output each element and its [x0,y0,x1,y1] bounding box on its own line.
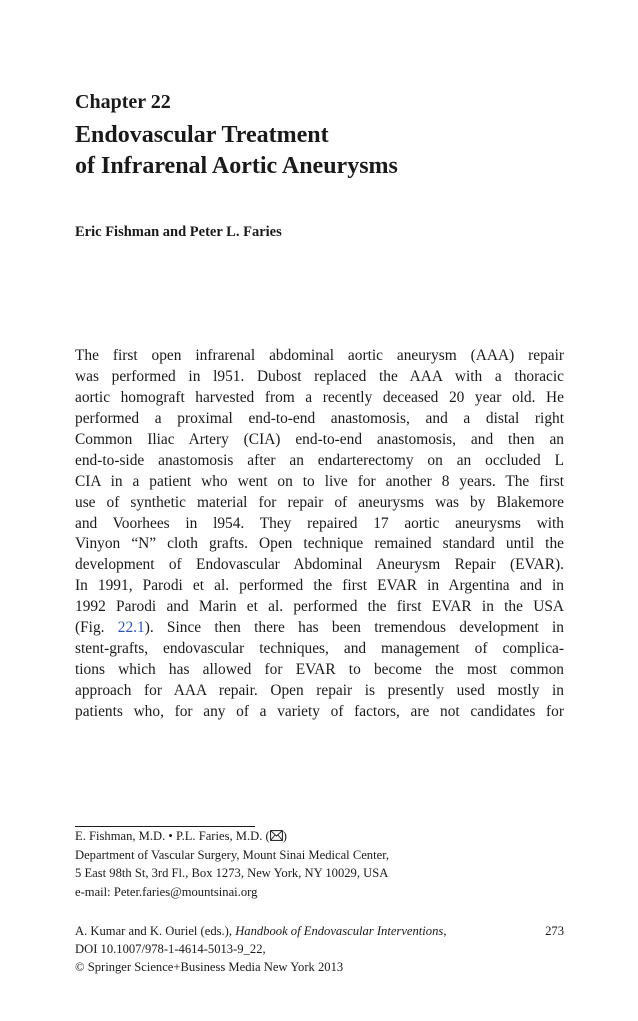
publisher-info [75,922,564,977]
author-names: E. Fishman, M.D. • P.L. Faries, M.D. ( [75,829,270,843]
body-line: 1992 Parodi and Marin et al. performed the first EVAR in the USA [75,598,564,616]
body-line: patients who, for any of a variety of factors, are not candidates for [75,702,564,720]
affiliation-email[interactable]: e-mail: Peter.faries@mountsinai.org [75,884,258,899]
envelope-icon [270,828,283,846]
chapter-label: Chapter 22 [75,91,171,113]
affiliation-dept: Department of Vascular Surgery, Mount Sinai Medical Center, [75,848,390,863]
copyright: © Springer Science+Business Media New York 2013 [75,960,344,975]
body-line: and Voorhees in l954. They repaired 17 aortic aneurysms with [75,514,564,532]
chapter-title [75,120,575,182]
body-line: Common Iliac Artery (CIA) end-to-end anastomosis, and then an [75,430,564,448]
body-line: performed a proximal end-to-end anastomosis, and a distal right [75,409,564,427]
author-names-close: ) [282,829,287,843]
citation-comma: , [443,924,447,938]
figure-link[interactable]: 22.1 [117,619,145,637]
book-title: Handbook of Endovascular Interventions [235,924,444,938]
chapter-title-line-2: of Infrarenal Aortic Aneurysms [75,153,398,179]
body-line: stent-grafts, endovascular techniques, and management of complica- [75,640,564,658]
affiliation-names [75,827,564,846]
body-line: development of Endovascular Abdominal Aneurysm Repair (EVAR). [75,556,564,574]
body-line: approach for AAA repair. Open repair is presently used mostly in [75,682,564,699]
body-line: In 1991, Parodi et al. performed the first EVAR in Argentina and in [75,577,564,595]
citation-row [75,922,564,940]
affiliation-address: 5 East 98th St, 3rd Fl., Box 1273, New York, NY 10029, USA [75,866,389,881]
body-paragraph [75,346,564,723]
editors: A. Kumar and K. Ouriel (eds.), [75,924,236,938]
body-line: Vinyon “N” cloth grafts. Open technique remained standard until the [75,535,564,553]
body-line: use of synthetic material for repair of aneurysms was by Blakemore [75,493,564,511]
fig-suffix: ). Since then there has been tremendous development in [144,619,564,637]
body-line: tions which has allowed for EVAR to become the most common [75,661,564,679]
fig-prefix: (Fig. [75,619,118,637]
page-number: 273 [545,924,564,938]
body-line: was performed in l951. Dubost replaced the AAA with a thoracic [75,367,564,385]
body-line-figure-ref [75,618,564,639]
chapter-authors: Eric Fishman and Peter L. Faries [75,224,282,240]
doi: DOI 10.1007/978-1-4614-5013-9_22, [75,942,266,957]
body-line: aortic homograft harvested from a recently deceased 20 year old. He [75,388,564,406]
body-line: end-to-side anastomosis after an endarterectomy on an occluded L [75,451,564,469]
author-affiliation [75,827,564,901]
chapter-title-line-1: Endovascular Treatment [75,122,329,148]
body-line: CIA in a patient who went on to live for another 8 years. The first [75,472,564,490]
citation [75,922,446,940]
body-line: The first open infrarenal abdominal aortic aneurysm (AAA) repair [75,347,564,364]
